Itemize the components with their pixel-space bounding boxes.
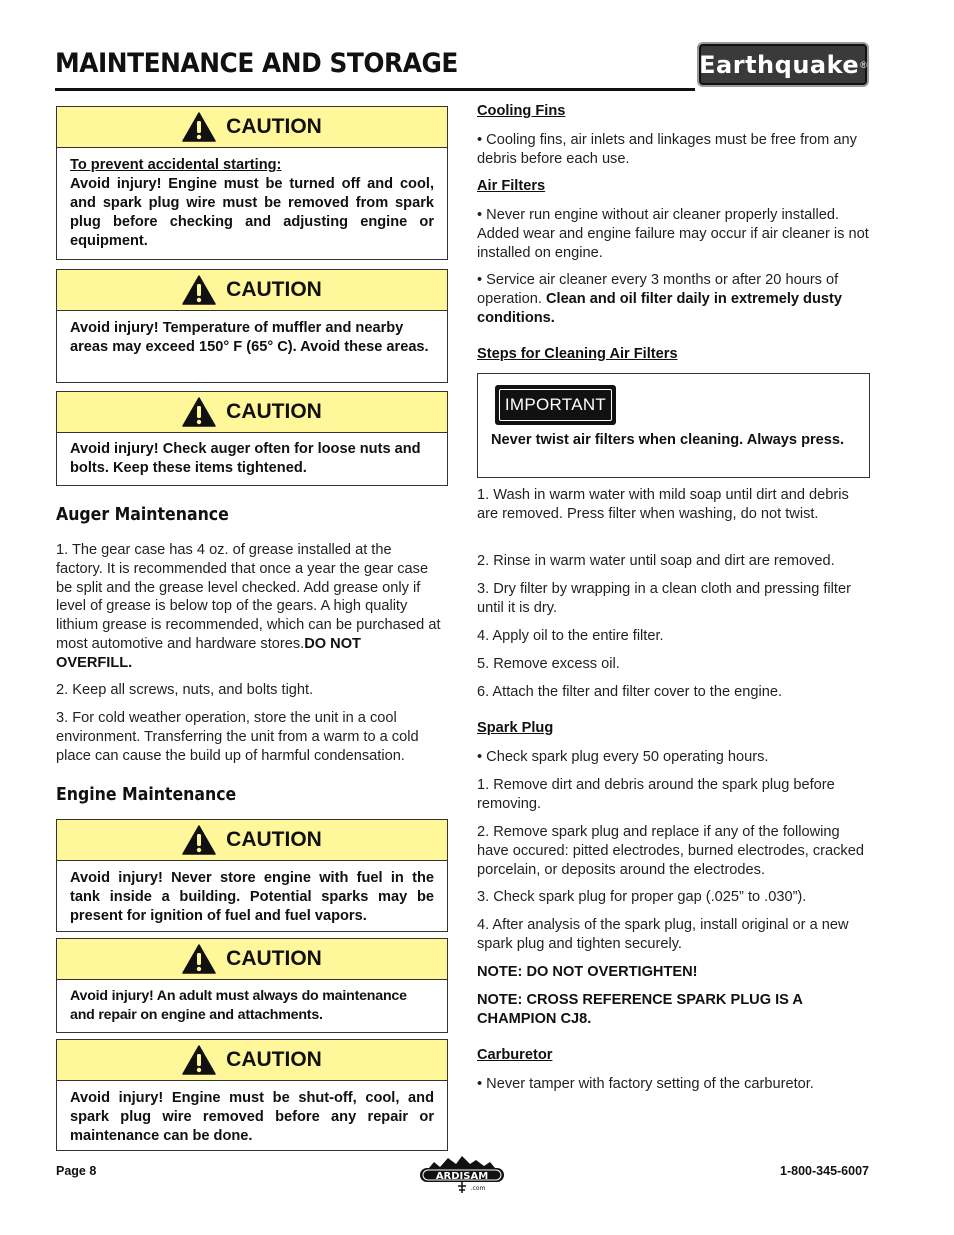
auger-p1-text: 1. The gear case has 4 oz. of grease installed at the factory. It is recommended that once a year the gear case be split and the grease level checked. Add grease only if level of grease is below top of the gears. A high quality lithium grease is recommended, which can be purchased at most automotive and hardware stores.: [56, 542, 441, 652]
phone-number: 1-800-345-6007: [780, 1164, 869, 1178]
air-filters-text-1: • Never run engine without air cleaner properly installed. Added wear and engine failure may occur if air cleaner is not installed on engine.: [477, 207, 869, 261]
step-item: 4. Apply oil to the entire filter.: [477, 628, 664, 644]
step-item: 1. Wash in warm water with mild soap until dirt and debris are removed. Press filter when washing, do not twist.: [477, 487, 849, 522]
registered-mark: ®: [860, 59, 867, 70]
caution-box-muffler: [56, 269, 448, 383]
carburetor-text: • Never tamper with factory setting of the carburetor.: [477, 1076, 814, 1092]
caution-box-shutoff: [56, 1039, 448, 1151]
air-filters-text-2-bold: Clean and oil filter daily in extremely dusty conditions.: [477, 290, 842, 326]
spark-plug-heading: Spark Plug: [477, 720, 554, 736]
spark-step: 2. Remove spark plug and replace if any of the following have occured: pitted electrodes, burned electrodes, cracked porcelain, or deposits around the electrodes.: [477, 824, 864, 878]
spark-plug-bullet: • Check spark plug every 50 operating hours.: [477, 749, 769, 765]
caution-header: [57, 392, 447, 433]
page-title: MAINTENANCE AND STORAGE: [55, 48, 458, 79]
caution-subtitle: To prevent accidental starting:: [70, 157, 282, 173]
caution-body: [57, 148, 447, 263]
step-item: 6. Attach the filter and filter cover to the engine.: [477, 684, 783, 700]
caution-text: Avoid injury! Engine must be shut-off, cool, and spark plug wire removed before any repair or maintenance can be done.: [70, 1090, 434, 1144]
ardisam-logo-text: ARDISAM: [435, 1171, 489, 1182]
caution-header: [57, 939, 447, 980]
step-item: 3. Dry filter by wrapping in a clean cloth and pressing filter until it is dry.: [477, 581, 851, 616]
auger-paragraph-3: 3. For cold weather operation, store the unit in a cool environment. Transferring the unit from a warm to a cold place can cause the build up of harmful condensation.: [56, 710, 419, 764]
spark-step: 4. After analysis of the spark plug, install original or a new spark plug and tighten securely.: [477, 917, 849, 952]
caution-label: CAUTION: [226, 1048, 322, 1071]
note-overtighten: NOTE: DO NOT OVERTIGHTEN!: [477, 964, 698, 980]
warning-triangle-icon: [182, 275, 216, 305]
caution-box-auger: [56, 391, 448, 486]
caution-box-fuel-storage: [56, 819, 448, 932]
caution-text: Avoid injury! Never store engine with fuel in the tank inside a building. Potential sparks may be present for ignition of fuel and fuel vapors.: [70, 870, 434, 924]
air-filters-text-2-normal: • Service air cleaner every 3 months or after 20 hours of operation.: [477, 272, 839, 307]
important-badge: [495, 385, 616, 425]
warning-triangle-icon: [182, 1045, 216, 1075]
auger-paragraph-1: [56, 541, 441, 673]
cooling-fins-text: • Cooling fins, air inlets and linkages must be free from any debris before each use.: [477, 132, 857, 167]
auger-p1-bold: DO NOT OVERFILL.: [56, 635, 361, 671]
caution-header: [57, 820, 447, 861]
title-rule: [55, 88, 695, 91]
caution-text: Avoid injury! An adult must always do maintenance and repair on engine and attachments.: [70, 988, 407, 1023]
step-item: 2. Rinse in warm water until soap and dirt are removed.: [477, 553, 835, 569]
important-label: IMPORTANT: [499, 389, 612, 421]
spark-step: 1. Remove dirt and debris around the spark plug before removing.: [477, 777, 835, 812]
step-item: 5. Remove excess oil.: [477, 656, 620, 672]
caution-header: [57, 1040, 447, 1081]
ardisam-logo-sub: .com: [470, 1185, 486, 1192]
caution-label: CAUTION: [226, 278, 322, 301]
note-cross-reference: NOTE: CROSS REFERENCE SPARK PLUG IS A CHAMPION CJ8.: [477, 992, 803, 1027]
auger-paragraph-2: 2. Keep all screws, nuts, and bolts tight.: [56, 682, 314, 698]
earthquake-logo: [697, 42, 869, 87]
air-filters-text-2: [477, 271, 871, 327]
caution-header: [57, 270, 447, 311]
engine-heading: Engine Maintenance: [56, 785, 237, 805]
air-filters-heading: Air Filters: [477, 178, 546, 194]
auger-heading: Auger Maintenance: [56, 505, 229, 525]
caution-box-accidental-start: [56, 106, 448, 260]
caution-header: [57, 107, 447, 148]
warning-triangle-icon: [182, 944, 216, 974]
caution-label: CAUTION: [226, 947, 322, 970]
caution-label: CAUTION: [226, 828, 322, 851]
caution-box-adult: [56, 938, 448, 1033]
caution-text: Avoid injury! Engine must be turned off and cool, and spark plug wire must be removed from spark plug before checking and adjusting engine or equipment.: [70, 176, 434, 249]
caution-text: Avoid injury! Temperature of muffler and nearby areas may exceed 150° F (65° C). Avoid these areas.: [70, 320, 429, 355]
brand-name: Earthquake: [699, 50, 860, 79]
caution-label: CAUTION: [226, 400, 322, 423]
page-number: Page 8: [56, 1164, 97, 1178]
caution-label: CAUTION: [226, 115, 322, 138]
carburetor-heading: Carburetor: [477, 1047, 553, 1063]
steps-heading: Steps for Cleaning Air Filters: [477, 346, 678, 362]
important-text: Never twist air filters when cleaning. Always press.: [491, 432, 845, 448]
spark-step: 3. Check spark plug for proper gap (.025” to .030”).: [477, 889, 807, 905]
important-notice: [477, 373, 870, 478]
caution-text: Avoid injury! Check auger often for loose nuts and bolts. Keep these items tightened.: [70, 441, 421, 476]
warning-triangle-icon: [182, 397, 216, 427]
warning-triangle-icon: [182, 112, 216, 142]
ardisam-logo: [418, 1152, 506, 1194]
cooling-fins-heading: Cooling Fins: [477, 103, 566, 119]
warning-triangle-icon: [182, 825, 216, 855]
